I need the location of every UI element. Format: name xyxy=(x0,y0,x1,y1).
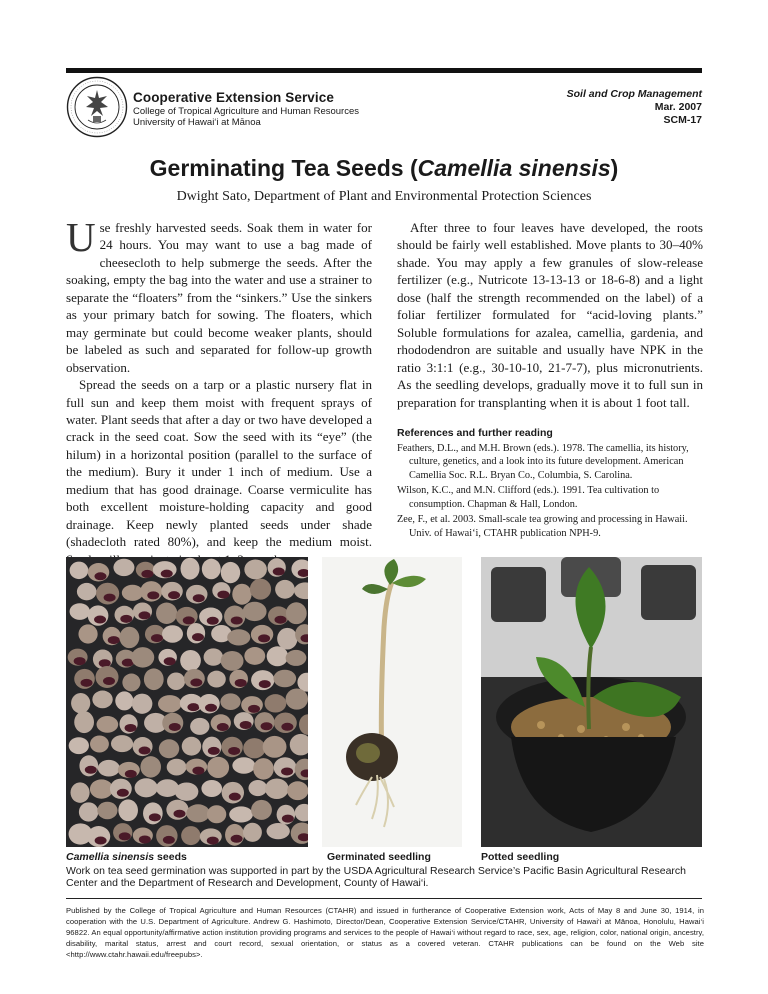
organization-name: Cooperative Extension Service xyxy=(133,90,334,105)
series-name: Soil and Crop Management xyxy=(566,88,702,100)
potted-illustration xyxy=(481,557,702,847)
page-title xyxy=(0,155,768,182)
footer-text: Published by the College of Tropical Agriculture and Human Resources (CTAHR) and issued in furtherance of Cooperative Extension work, Acts of May 8 and June 30, 1914, in cooperation with the U.S. Department of Agriculture. Andrew G. Hashimoto, Director/Dean, Cooperative Extension Service/CTAHR, University of Hawai‘i at Mānoa, Honolulu, Hawai‘i 96822. An equal opportunity/affirmative action institution providing programs and services to the people of Hawai‘i without regard to race, sex, age, religion, color, national origin, ancestry, disability, marital status, arrest and court record, sexual orientation, or status as a covered veteran. CTAHR publications can be found on the Web site <http://www.ctahr.hawaii.edu/freepubs>. xyxy=(66,906,704,959)
potted-seedling-photo xyxy=(481,557,702,847)
paragraph-3: After three to four leaves have developed, the roots should be fairly well established. Move plants to 30–40% shade. You may apply a few granules of slow-release fertilizer (e.g., Nutricote 13-13-13 or 18-6-8) and a light dose (half the strength recommended on the label) of a foliar fertilizer formulated for “acid-loving plants.” Soluble formulations for azalea, camellia, gardenia, and rhododendron are suitable and usually have NPK in the ratio 3:1:1 (e.g., 30-10-10, 21-7-7), plus micronutrients. As the seedling develops, gradually move it to full sun in preparation for transplanting when it is about 1 foot tall. xyxy=(397,220,703,410)
reference-item: Wilson, K.C., and M.N. Clifford (eds.). 1991. Tea cultivation to consumption. Chapman & Hall, London. xyxy=(397,485,660,510)
caption-potted: Potted seedling xyxy=(481,851,560,863)
germinated-seedling-photo xyxy=(322,557,462,847)
university-name: University of Hawai‘i at Mānoa xyxy=(133,117,261,128)
references-heading: References and further reading xyxy=(397,426,553,439)
seeds-photo xyxy=(66,557,308,847)
right-column xyxy=(397,219,703,540)
caption-seeds xyxy=(66,851,187,863)
drop-cap: U xyxy=(66,214,96,260)
publication-info xyxy=(567,88,702,127)
publication-code: SCM-17 xyxy=(663,114,702,126)
header-rule xyxy=(66,68,702,73)
title-close: ) xyxy=(610,155,619,181)
left-column xyxy=(66,214,372,568)
paragraph-1-text: se freshly harvested seeds. Soak them in water for 24 hours. You may want to use a bag made of cheesecloth to help submerge the seeds. After the soaking, empty the bag into the water and use a strainer to separate the “floaters” from the “sinkers.” Use the sinkers as your primary batch for sowing. The floaters, which may germinate but could become weaker plants, should be labeled as such and separated for follow-up growth observation. xyxy=(66,220,372,375)
paragraph-2: Spread the seeds on a tarp or a plastic nursery flat in full sun and keep them moist with frequent sprays of water. Plant seeds that after a day or two have developed a crack in the seed coat. Sow the seed with its “eye” (the hilum) in a horizontal position (parallel to the surface of the medium). Bury it under 1 inch of medium. Use a medium that has good drainage. Coarse vermiculite has both excellent moisture-holding capacity and good drainage. Keep newly planted seeds under shade (shadecloth rated 80%), and keep the medium moist. xyxy=(66,377,372,550)
footer-rule xyxy=(66,898,702,899)
title-main: Germinating Tea Seeds ( xyxy=(149,155,418,181)
title-species: Camellia sinensis xyxy=(417,155,611,181)
paragraph-1 xyxy=(66,214,372,376)
author-line: Dwight Sato, Department of Plant and Environmental Protection Sciences xyxy=(176,189,592,204)
acknowledgment: Work on tea seed germination was supported in part by the USDA Agricultural Research Service’s Pacific Basin Agricultural Research Center and the Department of Research and Development, County of Hawai‘i. xyxy=(66,865,686,889)
college-name: College of Tropical Agriculture and Human Resources xyxy=(133,106,360,117)
reference-item: Zee, F., et al. 2003. Small-scale tea growing and processing in Hawaii. Univ. of Hawai‘i, CTAHR publication NPH-9. xyxy=(397,514,688,539)
organization-block xyxy=(133,90,359,128)
caption-seedling: Germinated seedling xyxy=(327,851,431,863)
caption-seeds-species: Camellia sinensis xyxy=(66,851,155,863)
seeds-illustration xyxy=(66,557,308,847)
seedling-illustration xyxy=(322,557,462,847)
caption-seeds-text: seeds xyxy=(154,851,187,863)
reference-item: Feathers, D.L., and M.H. Brown (eds.). 1978. The camellia, its history, culture, genetics, and a look into its future development. American Camellia Soc. R.L. Bryan Co., Columbia, S. Carolina. xyxy=(397,442,689,481)
publication-date: Mar. 2007 xyxy=(654,101,702,113)
university-seal-logo xyxy=(66,76,128,138)
